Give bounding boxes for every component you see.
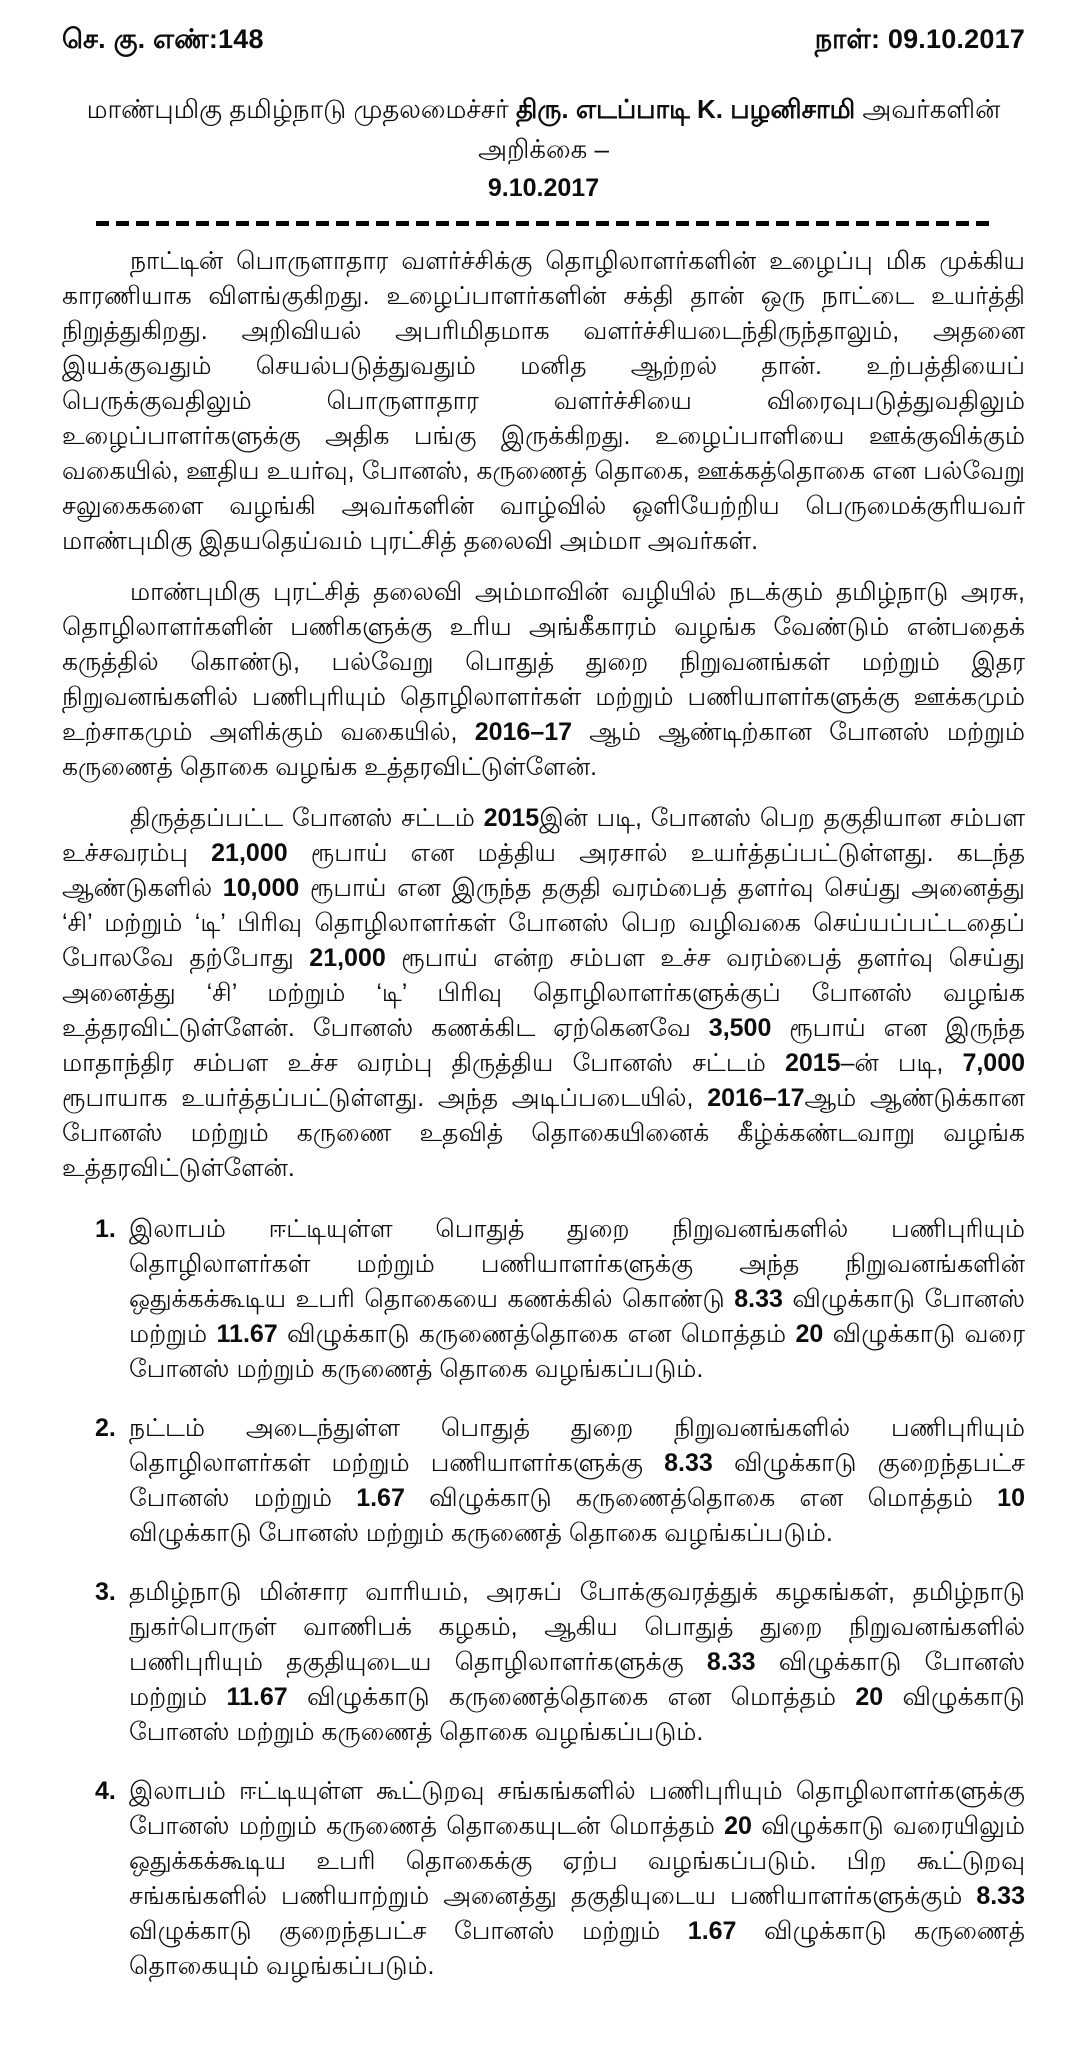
list-item-4 — [95, 1774, 1025, 1984]
list-item-text: இலாபம் ஈட்டியுள்ள கூட்டுறவு சங்கங்களில் பணிபுரியும் தொழிலாளர்களுக்கு போனஸ் மற்றும் கருணைத் தொகையுடன் மொத்தம் 20 விழுக்காடு வரையிலும் ஒதுக்கக்கூடிய உபரி தொகைக்கு ஏற்ப வழங்கப்படும். பிற கூட்டுறவு சங்கங்களில் பணியாற்றும் அனைத்து தகுதியுடைய பணியாளர்களுக்கும் 8.33 விழுக்காடு குறைந்தபட்ச போனஸ் மற்றும் 1.67 விழுக்காடு கருணைத் தொகையும் வழங்கப்படும். — [129, 1777, 1025, 1980]
paragraph-1: நாட்டின் பொருளாதார வளர்ச்சிக்கு தொழிலாளர்களின் உழைப்பு மிக முக்கிய காரணியாக விளங்குகிறது. உழைப்பாளர்களின் சக்தி தான் ஒரு நாட்டை உயர்த்தி நிறுத்துகிறது. அறிவியல் அபரிமிதமாக வளர்ச்சியடைந்திருந்தாலும், அதனை இயக்குவதும் செயல்படுத்துவதும் மனித ஆற்றல் தான். உற்பத்தியைப் பெருக்குவதிலும் பொருளாதார வளர்ச்சியை விரைவுபடுத்துவதிலும் உழைப்பாளர்களுக்கு அதிக பங்கு இருக்கிறது. உழைப்பாளியை ஊக்குவிக்கும் வகையில், ஊதிய உயர்வு, போனஸ், கருணைத் தொகை, ஊக்கத்தொகை என பல்வேறு சலுகைகளை வழங்கி அவர்களின் வாழ்வில் ஒளியேற்றிய பெருமைக்குரியவர் மாண்புமிகு இதயதெய்வம் புரட்சித் தலைவி அம்மா அவர்கள். — [62, 247, 1025, 555]
list-item-number: 2. — [95, 1414, 116, 1442]
list-item-1 — [95, 1212, 1025, 1387]
dashed-divider — [96, 221, 991, 226]
list-item-number: 3. — [95, 1578, 116, 1606]
press-release-title: மாண்புமிகு தமிழ்நாடு முதலமைச்சர் திரு. எடப்பாடி K. பழனிசாமி அவர்களின் அறிக்கை – — [86, 94, 1001, 164]
list-item-text: தமிழ்நாடு மின்சார வாரியம், அரசுப் போக்குவரத்துக் கழகங்கள், தமிழ்நாடு நுகர்பொருள் வாணிபக் கழகம், ஆகிய பொதுத் துறை நிறுவனங்களில் பணிபுரியும் தகுதியுடைய தொழிலாளர்களுக்கு 8.33 விழுக்காடு போனஸ் மற்றும் 11.67 விழுக்காடு கருணைத்தொகை என மொத்தம் 20 விழுக்காடு போனஸ் மற்றும் கருணைத் தொகை வழங்கப்படும். — [129, 1578, 1025, 1746]
document-header — [62, 24, 1025, 59]
reference-number: செ. கு. எண்:148 — [62, 24, 264, 54]
list-item-number: 1. — [95, 1215, 116, 1243]
list-item-number: 4. — [95, 1777, 116, 1805]
paragraph-2: மாண்புமிகு புரட்சித் தலைவி அம்மாவின் வழியில் நடக்கும் தமிழ்நாடு அரசு, தொழிலாளர்களின் பணிகளுக்கு உரிய அங்கீகாரம் வழங்க வேண்டும் என்பதைக் கருத்தில் கொண்டு, பல்வேறு பொதுத் துறை நிறுவனங்கள் மற்றும் இதர நிறுவனங்களில் பணிபுரியும் தொழிலாளர்கள் மற்றும் பணியாளர்களுக்கு ஊக்கமும் உற்சாகமும் அளிக்கும் வகையில், 2016–17 ஆம் ஆண்டிற்கான போனஸ் மற்றும் கருணைத் தொகை வழங்க உத்தரவிட்டுள்ளேன். — [62, 578, 1025, 781]
list-item-text: இலாபம் ஈட்டியுள்ள பொதுத் துறை நிறுவனங்களில் பணிபுரியும் தொழிலாளர்கள் மற்றும் பணியாளர்களுக்கு அந்த நிறுவனங்களின் ஒதுக்கக்கூடிய உபரி தொகையை கணக்கில் கொண்டு 8.33 விழுக்காடு போனஸ் மற்றும் 11.67 விழுக்காடு கருணைத்தொகை என மொத்தம் 20 விழுக்காடு வரை போனஸ் மற்றும் கருணைத் தொகை வழங்கப்படும். — [129, 1215, 1025, 1383]
paragraph-3: திருத்தப்பட்ட போனஸ் சட்டம் 2015இன் படி, போனஸ் பெற தகுதியான சம்பள உச்சவரம்பு 21,000 ரூபாய் என மத்திய அரசால் உயர்த்தப்பட்டுள்ளது. கடந்த ஆண்டுகளில் 10,000 ரூபாய் என இருந்த தகுதி வரம்பைத் தளர்வு செய்து அனைத்து ‘சி’ மற்றும் ‘டி’ பிரிவு தொழிலாளர்கள் போனஸ் பெற வழிவகை செய்யப்பட்டதைப் போலவே தற்போது 21,000 ரூபாய் என்ற சம்பள உச்ச வரம்பைத் தளர்வு செய்து அனைத்து ‘சி’ மற்றும் ‘டி’ பிரிவு தொழிலாளர்களுக்குப் போனஸ் வழங்க உத்தரவிட்டுள்ளேன். போனஸ் கணக்கிட ஏற்கெனவே 3,500 ரூபாய் என இருந்த மாதாந்திர சம்பள உச்ச வரம்பு திருத்திய போனஸ் சட்டம் 2015–ன் படி, 7,000 ரூபாயாக உயர்த்தப்பட்டுள்ளது. அந்த அடிப்படையில், 2016–17ஆம் ஆண்டுக்கான போனஸ் மற்றும் கருணை உதவித் தொகையினைக் கீழ்க்கண்டவாறு வழங்க உத்தரவிட்டுள்ளேன். — [62, 804, 1026, 1182]
document-body — [62, 244, 1025, 1984]
list-item-2 — [95, 1411, 1025, 1551]
list-item-3 — [95, 1575, 1025, 1750]
numbered-list — [62, 1212, 1025, 1984]
list-item-text: நட்டம் அடைந்துள்ள பொதுத் துறை நிறுவனங்களில் பணிபுரியும் தொழிலாளர்கள் மற்றும் பணியாளர்களுக்கு 8.33 விழுக்காடு குறைந்தபட்ச போனஸ் மற்றும் 1.67 விழுக்காடு கருணைத்தொகை என மொத்தம் 10 விழுக்காடு போனஸ் மற்றும் கருணைத் தொகை வழங்கப்படும். — [129, 1414, 1025, 1547]
document-date: நாள்: 09.10.2017 — [814, 24, 1025, 54]
title-date-line: 9.10.2017 — [487, 174, 600, 202]
